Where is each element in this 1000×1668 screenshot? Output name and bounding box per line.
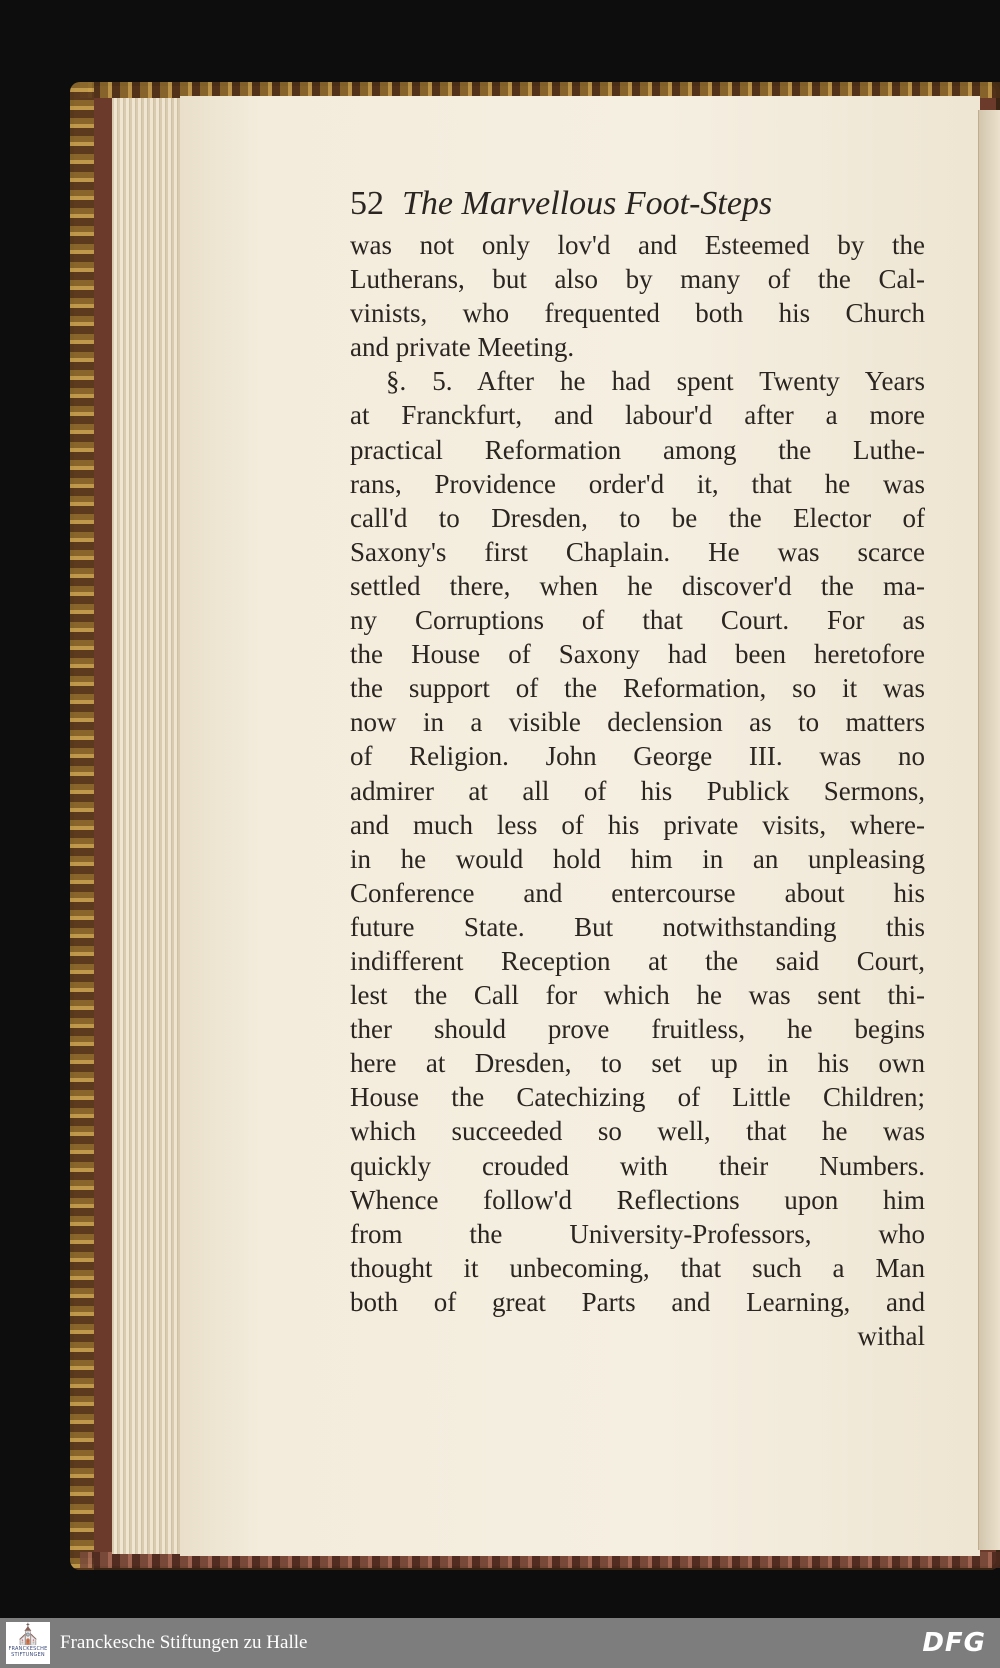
text-line: thought it unbecoming, that such a Man [350, 1252, 925, 1283]
text-line: Lutherans, but also by many of the Cal- [350, 264, 925, 295]
text-line: the House of Saxony had been heretofore [350, 639, 925, 670]
text-line: call'd to Dresden, to be the Elector of [350, 502, 925, 533]
text-line: which succeeded so well, that he was [350, 1116, 925, 1147]
page-text [350, 180, 925, 1353]
page-edges [112, 98, 188, 1554]
text-line: Whence follow'd Reflections upon him [350, 1184, 925, 1215]
institution-name[interactable]: Franckesche Stiftungen zu Halle [60, 1632, 308, 1653]
logo-text: FRANCKESCHE STIFTUNGEN [8, 1646, 48, 1658]
text-line: here at Dresden, to set up in his own [350, 1048, 925, 1079]
text-line: both of great Parts and Learning, and [350, 1286, 925, 1317]
text-line: §. 5. After he had spent Twenty Years [386, 366, 925, 397]
text-line: and much less of his private visits, where- [350, 809, 925, 840]
footer-bar [0, 1618, 1000, 1668]
text-line: rans, Providence order'd it, that he was [350, 468, 925, 499]
building-icon: ⛪ [15, 1622, 41, 1646]
text-line: the support of the Reformation, so it was [350, 673, 925, 704]
text-line: Saxony's first Chaplain. He was scarce [350, 536, 925, 567]
text-line: practical Reformation among the Luthe- [350, 434, 925, 465]
text-line: House the Catechizing of Little Children; [350, 1082, 925, 1113]
running-title: The Marvellous Foot-Steps [402, 185, 773, 222]
text-line: admirer at all of his Publick Sermons, [350, 775, 925, 806]
running-head [350, 180, 925, 228]
text-line: vinists, who frequented both his Church [350, 298, 925, 329]
text-line: in he would hold him in an unpleasing [350, 843, 925, 874]
dfg-logo[interactable]: DFG [922, 1628, 986, 1658]
text-line: of Religion. John George III. was no [350, 741, 925, 772]
page-fore-edge [978, 110, 1000, 1550]
text-lines [350, 228, 925, 1319]
text-line: ther should prove fruitless, he begins [350, 1014, 925, 1045]
institution-logo[interactable] [6, 1622, 50, 1664]
text-line: lest the Call for which he was sent thi- [350, 980, 925, 1011]
text-line: was not only lov'd and Esteemed by the [350, 230, 925, 260]
gilt-tooling-spine [70, 82, 94, 1570]
text-line: ny Corruptions of that Court. For as [350, 605, 925, 636]
text-line: future State. But notwithstanding this [350, 911, 925, 942]
text-line: Conference and entercourse about his [350, 877, 925, 908]
text-line: at Franckfurt, and labour'd after a more [350, 400, 925, 431]
text-line: and private Meeting. [350, 332, 575, 363]
page-number: 52 [350, 185, 384, 222]
text-line: from the University-Professors, who [350, 1218, 925, 1249]
text-line: quickly crouded with their Numbers. [350, 1150, 925, 1181]
text-line: settled there, when he discover'd the ma- [350, 570, 925, 601]
text-line: indifferent Reception at the said Court, [350, 945, 925, 976]
text-line: now in a visible declension as to matters [350, 707, 925, 738]
catchword: withal [857, 1321, 925, 1351]
